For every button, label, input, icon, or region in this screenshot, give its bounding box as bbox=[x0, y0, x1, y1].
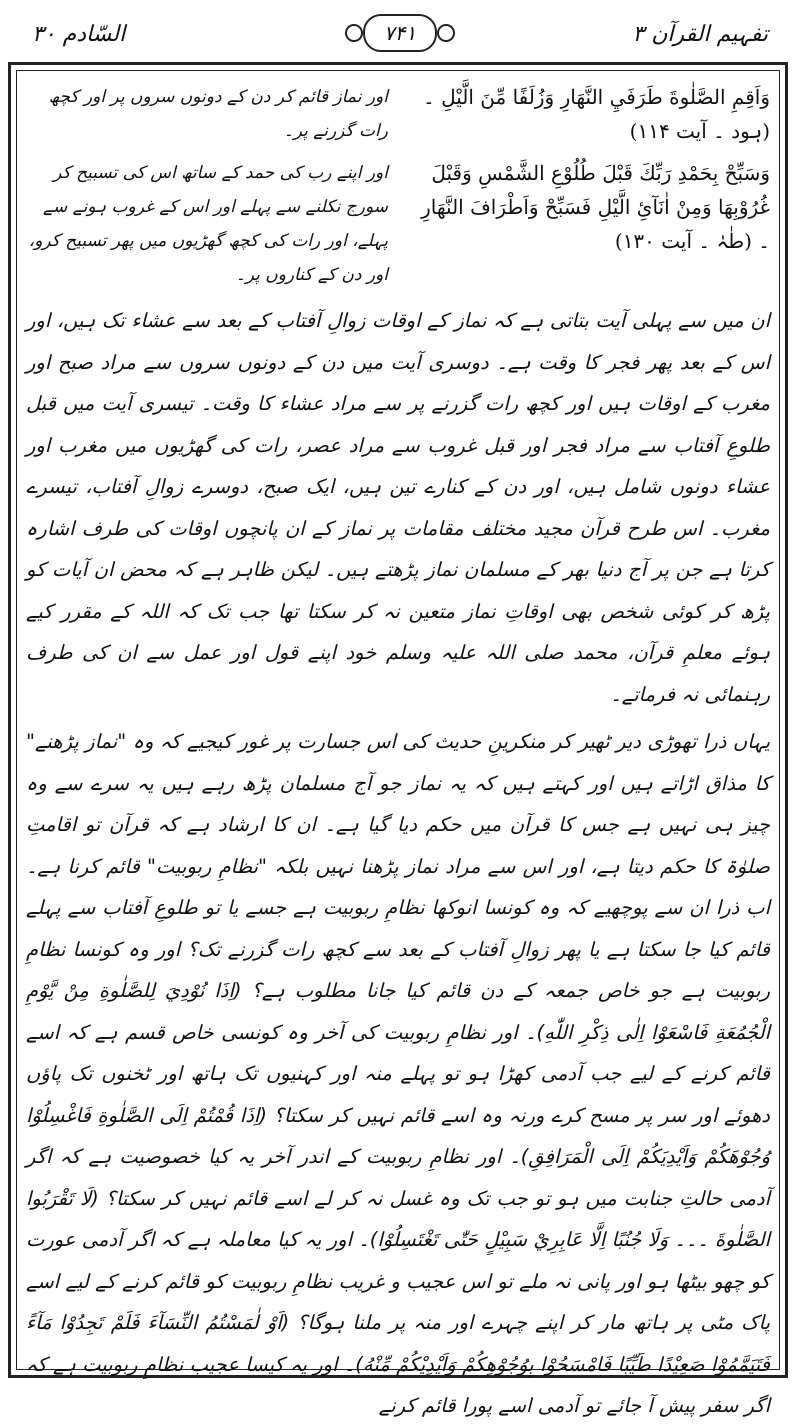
arabic-verse: وَاَقِمِ الصَّلٰوةَ طَرَفَيِ النَّهَارِ وَزُلَفًا مِّنَ الَّيْلِ ۔ (ہود ۔ آیت ۱۱۴) bbox=[423, 85, 770, 143]
page-body bbox=[26, 80, 770, 1417]
verse-translation: اور اپنے رب کی حمد کے ساتھ اس کی تسبیح کر سورج نکلنے سے پہلے اور اس کے غروب ہونے سے پہلے، اور رات کی کچھ گھڑیوں میں پھر تسبیح کرو، اور دن کے کناروں پر۔ bbox=[28, 163, 388, 285]
verse-block-2 bbox=[26, 156, 770, 292]
page-header bbox=[20, 14, 780, 54]
verse-translation: اور نماز قائم کر دن کے دونوں سروں پر اور کچھ رات گزرنے پر۔ bbox=[48, 87, 388, 141]
commentary-paragraph: ان میں سے پہلی آیت بتاتی ہے کہ نماز کے اوقات زوالِ آفتاب کے بعد سے عشاء تک ہیں، اور اس کے بعد پھر فجر کا وقت ہے۔ دوسری آیت میں دن کے دونوں سروں سے مراد صبح اور مغرب کے اوقات ہیں اور کچھ رات گزرنے پر سے مراد عشاء کا وقت۔ تیسری آیت میں قبل طلوعِ آفتاب سے مراد فجر اور قبل غروب سے مراد عصر، رات کی گھڑیوں میں مغرب اور عشاء دونوں شامل ہیں، اور دن کے کنارے تین ہیں، ایک صبح، دوسرے زوالِ آفتاب، تیسرے مغرب۔ اس طرح قرآن مجید مختلف مقامات پر نماز کے ان پانچوں اوقات کی طرف اشارہ کرتا ہے جن پر آج دنیا بھر کے مسلمان نماز پڑھتے ہیں۔ لیکن ظاہر ہے کہ محض ان آیات کو پڑھ کر کوئی شخص بھی اوقاتِ نماز متعین نہ کر سکتا تھا جب تک کہ اللہ کے مقرر کیے ہوئے معلمِ قرآن، محمد صلی اللہ علیہ وسلم خود اپنے قول اور عمل سے ان کی طرف رہنمائی نہ فرماتے۔ bbox=[26, 309, 770, 706]
arabic-verse: وَسَبِّحْ بِحَمْدِ رَبِّكَ قَبْلَ طُلُوْعِ الشَّمْسِ وَقَبْلَ غُرُوْبِهَا وَمِنْ اٰنَآئِ الَّيْلِ فَسَبِّحْ وَاَطْرَافَ النَّهَارِ ۔ (طٰہٰ ۔ آیت ۱۳۰) bbox=[421, 161, 770, 253]
book-title: تفہیم القرآن ۳ bbox=[632, 22, 768, 47]
commentary-paragraph: یہاں ذرا تھوڑی دیر ٹھیر کر منکرینِ حدیث کی اس جسارت پر غور کیجیے کہ وہ "نماز پڑھنے" کا مذاق اڑاتے ہیں اور کہتے ہیں کہ یہ نماز جو آج مسلمان پڑھ رہے ہیں یہ سرے سے وہ چیز ہی نہیں ہے جس کا قرآن میں حکم دیا گیا ہے۔ ان کا ارشاد ہے کہ قرآن تو اقامتِ صلوٰۃ کا حکم دیتا ہے، اور اس سے مراد نماز پڑھنا نہیں بلکہ "نظامِ ربوبیت" قائم کرنا ہے۔ اب ذرا ان سے پوچھیے کہ وہ کونسا انوکھا نظامِ ربوبیت ہے جسے یا تو طلوعِ آفتاب سے پہلے قائم کیا جا سکتا ہے یا پھر زوالِ آفتاب کے بعد سے کچھ رات گزرنے تک؟ اور وہ کونسا نظامِ ربوبیت ہے جو خاص جمعہ کے دن قائم کیا جانا مطلوب ہے؟ (اِذَا نُوْدِيَ لِلصَّلٰوةِ مِنْ يَّوْمِ الْجُمُعَةِ فَاسْعَوْا اِلٰى ذِكْرِ اللّٰهِ)۔ اور نظامِ ربوبیت کی آخر وہ کونسی خاص قسم ہے کہ اسے قائم کرنے کے لیے جب آدمی کھڑا ہو تو پہلے منہ اور کہنیوں تک ہاتھ اور ٹخنوں تک پاؤں دھوئے اور سر پر مسح کرے ورنہ وہ اسے قائم نہیں کر سکتا؟ (اِذَا قُمْتُمْ اِلَى الصَّلٰوةِ فَاغْسِلُوْا وُجُوْهَكُمْ وَاَيْدِيَكُمْ اِلَى الْمَرَافِقِ)۔ اور نظامِ ربوبیت کے اندر آخر یہ کیا خصوصیت ہے کہ اگر آدمی حالتِ جنابت میں ہو تو جب تک وہ غسل نہ کر لے اسے قائم نہیں کر سکتا؟ (لَا تَقْرَبُوا الصَّلٰوةَ ۔۔۔ وَلَا جُنُبًا اِلَّا عَابِرِيْ سَبِيْلٍ حَتّٰى تَغْتَسِلُوْا)۔ اور یہ کیا معاملہ ہے کہ اگر آدمی عورت کو چھو بیٹھا ہو اور پانی نہ ملے تو اس عجیب و غریب نظامِ ربوبیت کو قائم کرنے کے لیے اسے پاک مٹی پر ہاتھ مار کر اپنے چہرے اور منہ پر ملنا ہوگا؟ (اَوْ لٰمَسْتُمُ النِّسَآءَ فَلَمْ تَجِدُوْا مَآءً فَتَيَمَّمُوْا صَعِيْدًا طَيِّبًا فَامْسَحُوْا بِوُجُوْهِكُمْ وَاَيْدِيْكُمْ مِّنْهُ)۔ اور یہ کیسا عجیب نظامِ ربوبیت ہے کہ اگر سفر پیش آ جائے تو آدمی اسے پورا قائم کرنے bbox=[26, 730, 770, 1417]
series-label: السّادم ۳۰ bbox=[32, 22, 126, 47]
page-number: ۷۴۱ bbox=[363, 14, 437, 52]
verse-block-1 bbox=[26, 80, 770, 148]
